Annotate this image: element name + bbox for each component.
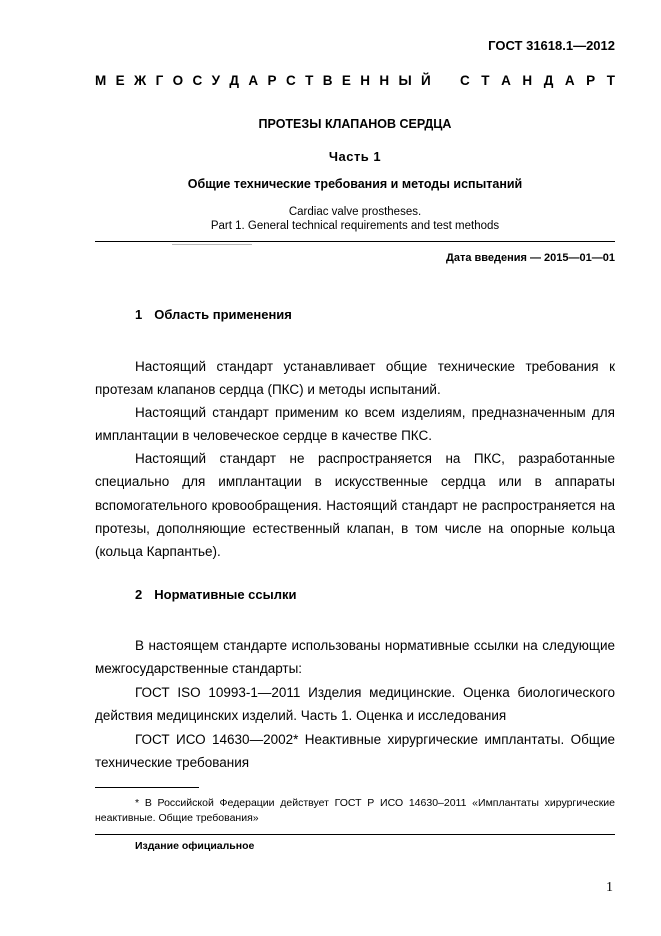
section-1-number: 1: [135, 307, 143, 322]
introduction-date: Дата введения — 2015—01—01: [446, 252, 615, 264]
section-1-title: Область применения: [154, 307, 292, 322]
english-title: [95, 205, 615, 233]
section-2-paragraph-2: ГОСТ ISO 10993-1—2011 Изделия медицинские. Оценка биологического действия медицинских изделий. Часть 1. Оценка и исследования: [95, 685, 615, 724]
document-number: ГОСТ 31618.1—2012: [488, 38, 615, 53]
official-edition-label: Издание официальное: [135, 840, 255, 852]
standard-banner: [95, 73, 615, 88]
section-1-paragraph-3: Настоящий стандарт не распространяется на ПКС, разработанные специально для имплантации в искусственные сердца или в аппараты вспомогательного кровообращения. Настоящий стандарт не распространяется на протезы, дополняющие естественный клапан, в том числе на опорные кольца (кольца Карпантье).: [95, 451, 615, 560]
banner-letters: С Т А Н Д А Р Т: [460, 73, 615, 88]
section-1-paragraph-2: Настоящий стандарт применим ко всем изделиям, предназначенным для имплантации в человеческое сердце в качестве ПКС.: [95, 405, 615, 444]
edition-divider: [95, 834, 615, 835]
page-number: 1: [606, 880, 613, 895]
section-1-paragraph-1: Настоящий стандарт устанавливает общие технические требования к протезам клапанов сердца (ПКС) и методы испытаний.: [95, 359, 615, 398]
title-divider: [95, 241, 615, 242]
english-title-line-1: Cardiac valve prostheses.: [288, 206, 422, 218]
section-2-paragraph-3: ГОСТ ИСО 14630—2002* Неактивные хирургические имплантаты. Общие технические требования: [95, 732, 615, 771]
section-2-title: Нормативные ссылки: [154, 587, 297, 602]
document-title: ПРОТЕЗЫ КЛАПАНОВ СЕРДЦА: [258, 117, 452, 131]
section-2-paragraph-1: В настоящем стандарте использованы нормативные ссылки на следующие межгосударственные стандарты:: [95, 638, 615, 677]
section-2-heading: [135, 587, 296, 602]
english-title-line-2: Part 1. General technical requirements and test methods: [210, 220, 500, 232]
banner-letters: М Е Ж Г О С У Д А Р С Т В Е Н Н Ы Й: [95, 73, 431, 88]
footnote-divider: [95, 787, 199, 788]
faint-divider: [172, 244, 252, 245]
document-subtitle: Общие технические требования и методы испытаний: [187, 177, 523, 191]
section-2-number: 2: [135, 587, 143, 602]
banner-word-interstate: [95, 73, 431, 88]
banner-word-standard: [460, 73, 615, 88]
document-part: Часть 1: [328, 149, 382, 164]
section-1-heading: [135, 307, 292, 322]
footnote: * В Российской Федерации действует ГОСТ Р ИСО 14630–2011 «Имплантаты хирургические неактивные. Общие требования»: [95, 797, 615, 824]
